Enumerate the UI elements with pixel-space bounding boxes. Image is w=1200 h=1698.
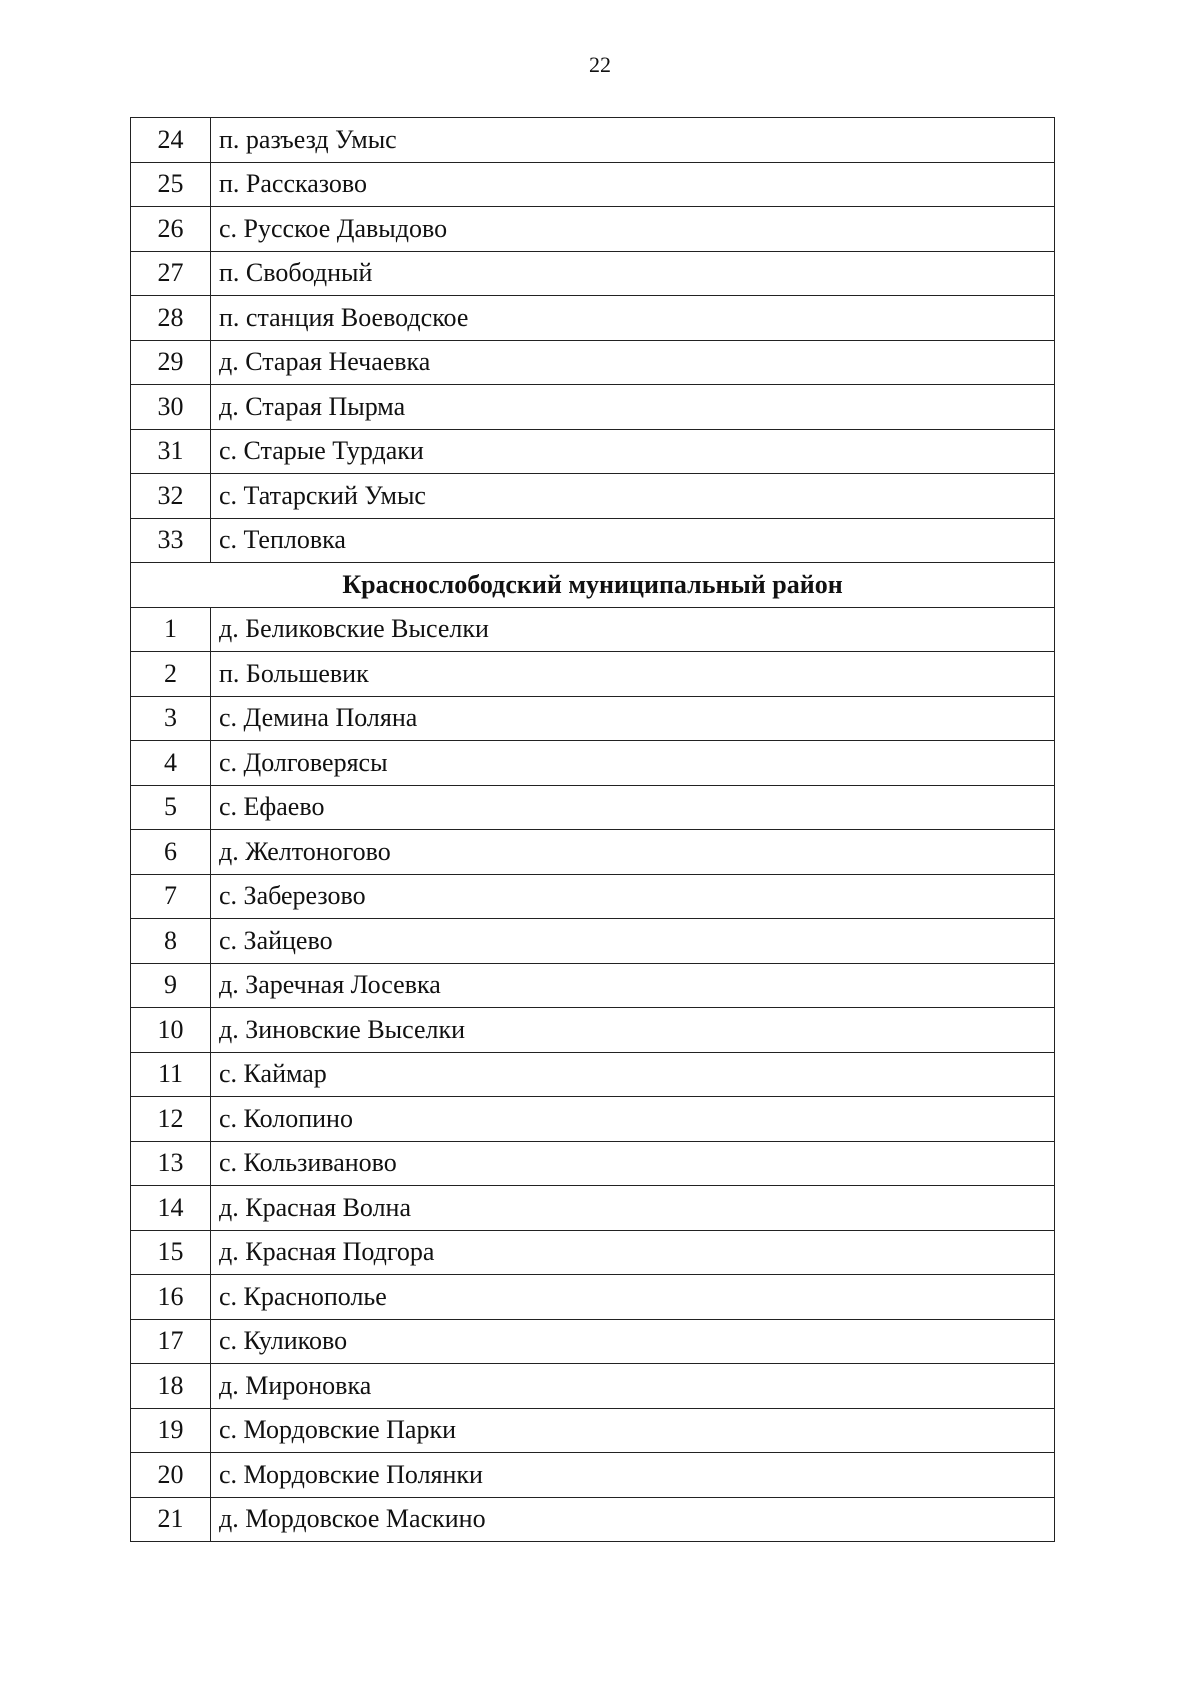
settlement-name: с. Долговерясы [211, 741, 1055, 786]
row-number: 26 [131, 207, 211, 252]
settlement-name: с. Ефаево [211, 785, 1055, 830]
row-number: 24 [131, 118, 211, 163]
settlement-name: д. Старая Нечаевка [211, 340, 1055, 385]
table-row [131, 1497, 1055, 1542]
settlement-name: с. Зайцево [211, 919, 1055, 964]
table-row [131, 874, 1055, 919]
row-number: 7 [131, 874, 211, 919]
table-row [131, 1364, 1055, 1409]
table-row [131, 1097, 1055, 1142]
table-row [131, 1230, 1055, 1275]
table-row [131, 1141, 1055, 1186]
row-number: 14 [131, 1186, 211, 1231]
row-number: 25 [131, 162, 211, 207]
table-row [131, 1408, 1055, 1453]
settlement-name: д. Беликовские Выселки [211, 607, 1055, 652]
table-row [131, 296, 1055, 341]
table-row [131, 162, 1055, 207]
settlement-name: с. Каймар [211, 1052, 1055, 1097]
row-number: 5 [131, 785, 211, 830]
settlement-name: д. Заречная Лосевка [211, 963, 1055, 1008]
settlement-name: п. Рассказово [211, 162, 1055, 207]
table-row [131, 1008, 1055, 1053]
row-number: 12 [131, 1097, 211, 1142]
table-row [131, 785, 1055, 830]
settlement-name: д. Старая Пырма [211, 385, 1055, 430]
row-number: 6 [131, 830, 211, 875]
table-row [131, 1052, 1055, 1097]
row-number: 10 [131, 1008, 211, 1053]
table-row [131, 963, 1055, 1008]
table-row [131, 340, 1055, 385]
row-number: 11 [131, 1052, 211, 1097]
settlement-name: д. Зиновские Выселки [211, 1008, 1055, 1053]
settlement-name: с. Заберезово [211, 874, 1055, 919]
table-row [131, 919, 1055, 964]
row-number: 9 [131, 963, 211, 1008]
settlement-name: д. Мироновка [211, 1364, 1055, 1409]
settlement-name: п. Свободный [211, 251, 1055, 296]
page-number: 22 [589, 52, 611, 77]
row-number: 28 [131, 296, 211, 341]
table-row [131, 474, 1055, 519]
table-row [131, 251, 1055, 296]
settlement-name: с. Демина Поляна [211, 696, 1055, 741]
settlement-name: п. станция Воеводское [211, 296, 1055, 341]
table-row [131, 385, 1055, 430]
table-row [131, 429, 1055, 474]
settlement-name: д. Мордовское Маскино [211, 1497, 1055, 1542]
section-row [131, 563, 1055, 608]
settlements-table [130, 117, 1055, 1542]
table-row [131, 518, 1055, 563]
table-row [131, 1319, 1055, 1364]
settlement-name: с. Мордовские Парки [211, 1408, 1055, 1453]
settlement-name: с. Старые Турдаки [211, 429, 1055, 474]
settlement-name: с. Мордовские Полянки [211, 1453, 1055, 1498]
row-number: 19 [131, 1408, 211, 1453]
settlement-name: д. Красная Подгора [211, 1230, 1055, 1275]
row-number: 16 [131, 1275, 211, 1320]
row-number: 1 [131, 607, 211, 652]
row-number: 29 [131, 340, 211, 385]
section-title: Краснослободский муниципальный район [131, 563, 1055, 608]
table-row [131, 1275, 1055, 1320]
table-row [131, 118, 1055, 163]
settlement-name: д. Желтоногово [211, 830, 1055, 875]
table-row [131, 652, 1055, 697]
row-number: 31 [131, 429, 211, 474]
row-number: 21 [131, 1497, 211, 1542]
table-row [131, 207, 1055, 252]
row-number: 18 [131, 1364, 211, 1409]
row-number: 33 [131, 518, 211, 563]
row-number: 3 [131, 696, 211, 741]
table-row [131, 741, 1055, 786]
row-number: 15 [131, 1230, 211, 1275]
row-number: 13 [131, 1141, 211, 1186]
table-row [131, 1453, 1055, 1498]
settlements-table-body [131, 118, 1055, 1542]
settlement-name: с. Краснополье [211, 1275, 1055, 1320]
table-row [131, 830, 1055, 875]
settlement-name: с. Колопино [211, 1097, 1055, 1142]
settlement-name: п. разъезд Умыс [211, 118, 1055, 163]
row-number: 32 [131, 474, 211, 519]
settlement-name: п. Большевик [211, 652, 1055, 697]
settlement-name: д. Красная Волна [211, 1186, 1055, 1231]
row-number: 4 [131, 741, 211, 786]
settlement-name: с. Татарский Умыс [211, 474, 1055, 519]
row-number: 8 [131, 919, 211, 964]
settlement-name: с. Тепловка [211, 518, 1055, 563]
row-number: 30 [131, 385, 211, 430]
row-number: 2 [131, 652, 211, 697]
table-row [131, 607, 1055, 652]
row-number: 17 [131, 1319, 211, 1364]
row-number: 20 [131, 1453, 211, 1498]
settlement-name: с. Кользиваново [211, 1141, 1055, 1186]
settlement-name: с. Русское Давыдово [211, 207, 1055, 252]
table-row [131, 696, 1055, 741]
table-row [131, 1186, 1055, 1231]
settlement-name: с. Куликово [211, 1319, 1055, 1364]
row-number: 27 [131, 251, 211, 296]
